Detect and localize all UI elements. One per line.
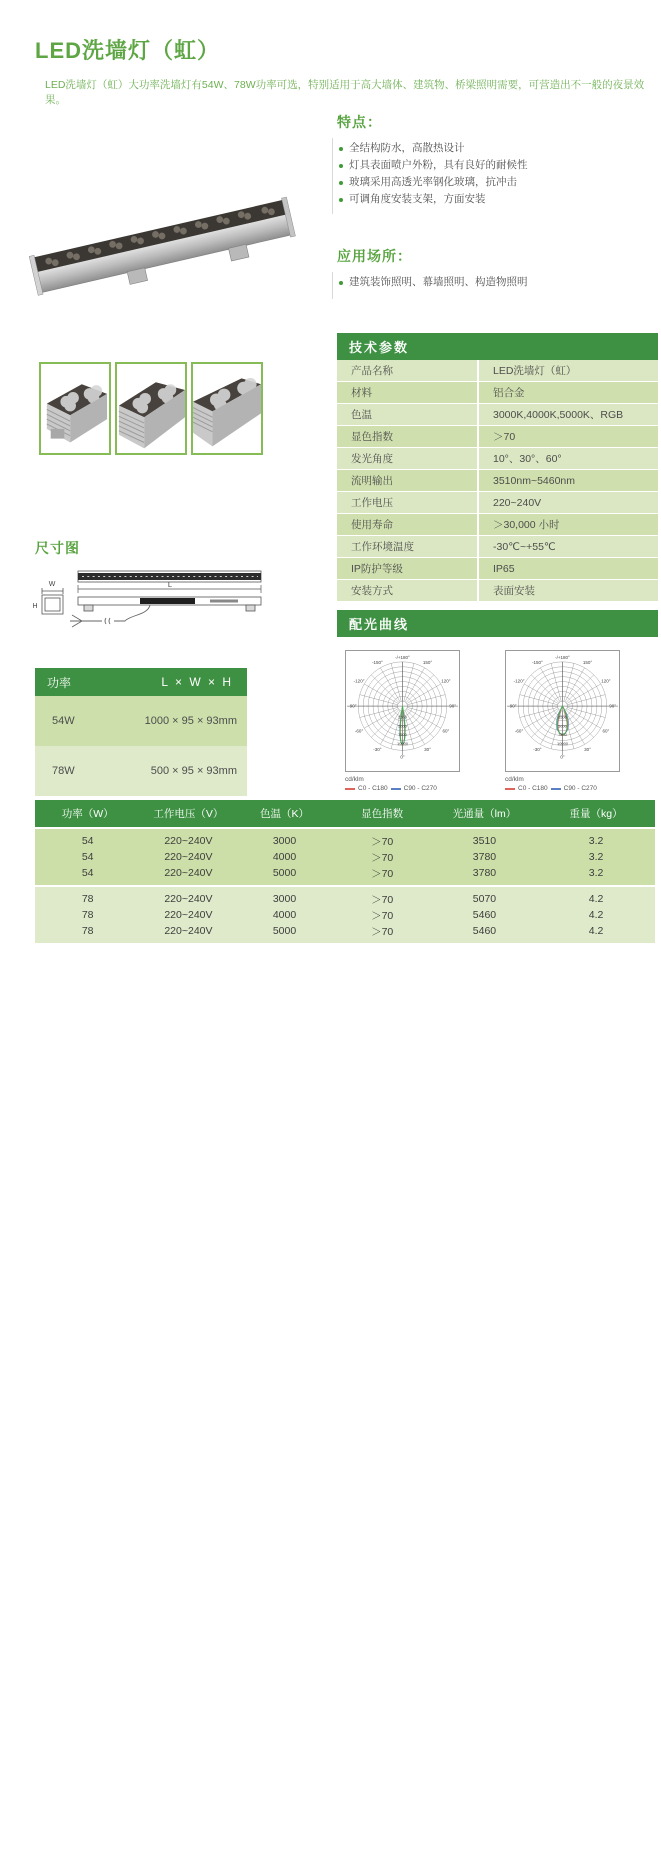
table-row [35, 865, 655, 881]
application-item: 建筑装饰照明、幕墙照明、构造物照明 [339, 274, 642, 291]
table-row [337, 492, 658, 514]
tech-params-table [337, 360, 658, 602]
spec-header-cell: 功率（W） [61, 808, 114, 820]
table-row [35, 907, 655, 923]
param-value: 10°、30°、60° [477, 448, 658, 469]
spec-cell: 5000 [272, 867, 297, 879]
svg-text:-120°: -120° [513, 678, 525, 684]
svg-text:120°: 120° [441, 678, 451, 684]
table-row [337, 514, 658, 536]
svg-text:-30°: -30° [373, 746, 382, 752]
spec-header-cell: 重量（kg） [569, 808, 623, 820]
table-row [35, 696, 247, 746]
param-label: 材料 [351, 387, 372, 399]
spec-cell: 3.2 [588, 867, 604, 879]
svg-text:-/+180°: -/+180° [555, 654, 570, 660]
fixture-end-view-graphic [41, 364, 109, 453]
param-value: ＞70 [477, 426, 658, 447]
svg-text:10000: 10000 [557, 740, 568, 746]
polar-diagram [345, 650, 460, 772]
spec-table [35, 800, 655, 943]
svg-text:10000: 10000 [397, 740, 408, 746]
spec-cell: 220~240V [164, 925, 213, 937]
photometric-header: 配光曲线 [337, 610, 658, 637]
svg-text:120°: 120° [601, 678, 611, 684]
table-row [337, 558, 658, 580]
spec-cell: 54 [81, 851, 94, 863]
feature-item: 灯具表面喷户外粉，具有良好的耐候性 [339, 157, 632, 174]
chart-legend [345, 775, 461, 793]
svg-text:60°: 60° [602, 728, 610, 734]
table-row [35, 833, 655, 849]
spec-cell: ＞70 [371, 835, 394, 848]
size-value: 500 × 95 × 93mm [150, 765, 237, 777]
param-value: 铝合金 [477, 382, 658, 403]
table-row [35, 849, 655, 865]
spec-cell: 220~240V [164, 835, 213, 847]
polar-diagram [505, 650, 620, 772]
spec-header-cell: 光通量（lm） [452, 808, 517, 820]
table-row [337, 470, 658, 492]
svg-text:30°: 30° [424, 746, 431, 752]
feature-item: 可调角度安装支架，方面安装 [339, 191, 632, 208]
thumbnail-end-view [39, 362, 111, 455]
svg-text:0°: 0° [560, 754, 565, 760]
spec-header-cell: 色温（K） [260, 808, 310, 820]
svg-text:-60°: -60° [354, 728, 364, 734]
param-label: IP防护等级 [351, 563, 403, 575]
param-label: 安装方式 [351, 585, 393, 597]
table-row [337, 448, 658, 470]
features-heading: 特点： [337, 114, 382, 130]
spec-cell: ＞70 [371, 851, 394, 864]
applications-list [332, 272, 642, 299]
photometric-chart-wide [505, 650, 621, 793]
fixture-angle-view-graphic [193, 364, 261, 453]
svg-text:7500: 7500 [398, 732, 407, 738]
spec-cell: 78 [81, 893, 94, 905]
spec-cell: 3.2 [588, 851, 604, 863]
led-bar-graphic [29, 197, 296, 300]
param-label: 产品名称 [351, 365, 393, 377]
param-label: 显色指数 [351, 431, 393, 443]
size-table-header [35, 668, 247, 696]
param-label: 工作环境温度 [351, 541, 414, 553]
param-value: IP65 [477, 558, 658, 579]
table-row [337, 382, 658, 404]
fixture-top-view-graphic [117, 364, 185, 453]
svg-text:5000: 5000 [558, 723, 567, 729]
spec-cell: 3000 [272, 835, 297, 847]
spec-cell: 220~240V [164, 867, 213, 879]
svg-text:-150°: -150° [372, 660, 383, 666]
spec-cell: 5000 [272, 925, 297, 937]
dim-label-l: L [167, 580, 173, 589]
spec-cell: 220~240V [164, 909, 213, 921]
svg-text:60°: 60° [442, 728, 450, 734]
spec-cell: 4.2 [588, 925, 604, 937]
spec-cell: 4.2 [588, 893, 604, 905]
param-value: LED洗墙灯（虹） [477, 360, 658, 381]
legend-unit: cd/klm [345, 776, 364, 783]
svg-text:5000: 5000 [398, 723, 407, 729]
table-row [337, 580, 658, 602]
spec-cell: 5460 [472, 909, 497, 921]
param-value: 表面安装 [477, 580, 658, 601]
svg-text:2500: 2500 [558, 714, 567, 720]
table-row [337, 404, 658, 426]
legend-label-c0: C0 - C180 [358, 785, 388, 792]
spec-cell: 5070 [472, 893, 497, 905]
legend-unit: cd/klm [505, 776, 524, 783]
svg-text:-/+180°: -/+180° [395, 654, 410, 660]
svg-text:30°: 30° [584, 746, 591, 752]
spec-cell: 5460 [472, 925, 497, 937]
chart-legend [505, 775, 621, 793]
spec-cell: 3510 [472, 835, 497, 847]
svg-text:2500: 2500 [398, 714, 407, 720]
size-power: 54W [52, 715, 75, 727]
applications-heading: 应用场所： [337, 248, 412, 264]
spec-cell: 4.2 [588, 909, 604, 921]
svg-text:-30°: -30° [533, 746, 542, 752]
svg-text:-150°: -150° [532, 660, 543, 666]
svg-text:-120°: -120° [353, 678, 365, 684]
thumbnail-angle-view [191, 362, 263, 455]
param-label: 流明输出 [351, 475, 393, 487]
param-label: 色温 [351, 409, 372, 421]
page-title: LED洗墙灯（虹） [35, 38, 221, 63]
table-row [35, 746, 247, 796]
param-value: 220~240V [477, 492, 658, 513]
spec-group-78w [35, 887, 655, 943]
table-row [35, 891, 655, 907]
size-header-dims: L × W × H [161, 675, 233, 689]
dim-label-h: H [32, 603, 38, 610]
legend-label-c90: C90 - C270 [403, 785, 437, 792]
product-photo [28, 158, 296, 300]
param-label: 工作电压 [351, 497, 393, 509]
svg-text:0°: 0° [400, 754, 405, 760]
legend-swatch-c0 [345, 788, 355, 790]
feature-item: 全结构防水，高散热设计 [339, 140, 632, 157]
spec-cell: 54 [81, 867, 94, 879]
spec-cell: ＞70 [371, 909, 394, 922]
legend-swatch-c90 [391, 788, 401, 790]
spec-cell: ＞70 [371, 925, 394, 938]
param-value: 3510nm~5460nm [477, 470, 658, 491]
table-row [337, 536, 658, 558]
spec-header-cell: 工作电压（V） [153, 808, 224, 820]
feature-item: 玻璃采用高透光率钢化玻璃，抗冲击 [339, 174, 632, 191]
spec-cell: ＞70 [371, 867, 394, 880]
size-header-power: 功率 [47, 675, 72, 690]
spec-cell: 220~240V [164, 893, 213, 905]
tech-params-header: 技术参数 [337, 333, 658, 360]
legend-swatch-c0 [505, 788, 515, 790]
table-row [337, 360, 658, 382]
svg-text:-60°: -60° [514, 728, 524, 734]
photometric-chart-narrow [345, 650, 461, 793]
features-list [332, 138, 632, 214]
spec-cell: 220~240V [164, 851, 213, 863]
param-value: -30℃~+55℃ [477, 536, 658, 557]
product-description: LED洗墙灯（虹）大功率洗墙灯有54W、78W功率可选，特别适用于高大墙体、建筑物、桥梁照明需要，可营造出不一般的夜景效果。 [45, 79, 645, 106]
spec-cell: ＞70 [371, 893, 394, 906]
spec-cell: 3780 [472, 867, 497, 879]
dim-label-w: W [48, 581, 56, 588]
size-value: 1000 × 95 × 93mm [144, 715, 237, 727]
thumbnail-top-view [115, 362, 187, 455]
svg-text:-90°: -90° [348, 703, 357, 709]
dimension-drawing [30, 565, 265, 650]
legend-swatch-c90 [551, 788, 561, 790]
svg-text:90°: 90° [449, 703, 457, 709]
svg-text:7500: 7500 [558, 732, 567, 738]
spec-group-54w [35, 829, 655, 885]
table-row [337, 426, 658, 448]
spec-cell: 3000 [272, 893, 297, 905]
spec-cell: 4000 [272, 909, 297, 921]
spec-cell: 3.2 [588, 835, 604, 847]
table-row [35, 923, 655, 939]
svg-text:90°: 90° [609, 703, 617, 709]
spec-cell: 4000 [272, 851, 297, 863]
svg-text:150°: 150° [422, 660, 433, 666]
detail-thumbnails [39, 362, 263, 455]
legend-label-c90: C90 - C270 [563, 785, 597, 792]
param-value: ＞30,000 小时 [477, 514, 658, 535]
spec-table-header [35, 800, 655, 827]
svg-text:150°: 150° [582, 660, 593, 666]
spec-cell: 78 [81, 909, 94, 921]
svg-text:-90°: -90° [508, 703, 517, 709]
param-label: 使用寿命 [351, 519, 393, 531]
param-value: 3000K,4000K,5000K、RGB [477, 404, 658, 425]
spec-cell: 3780 [472, 851, 497, 863]
size-power: 78W [52, 765, 75, 777]
legend-label-c0: C0 - C180 [518, 785, 548, 792]
param-label: 发光角度 [351, 453, 393, 465]
spec-cell: 54 [81, 835, 94, 847]
size-table [35, 668, 247, 796]
spec-header-cell: 显色指数 [361, 808, 404, 820]
spec-cell: 78 [81, 925, 94, 937]
dimension-heading: 尺寸图 [35, 540, 80, 556]
